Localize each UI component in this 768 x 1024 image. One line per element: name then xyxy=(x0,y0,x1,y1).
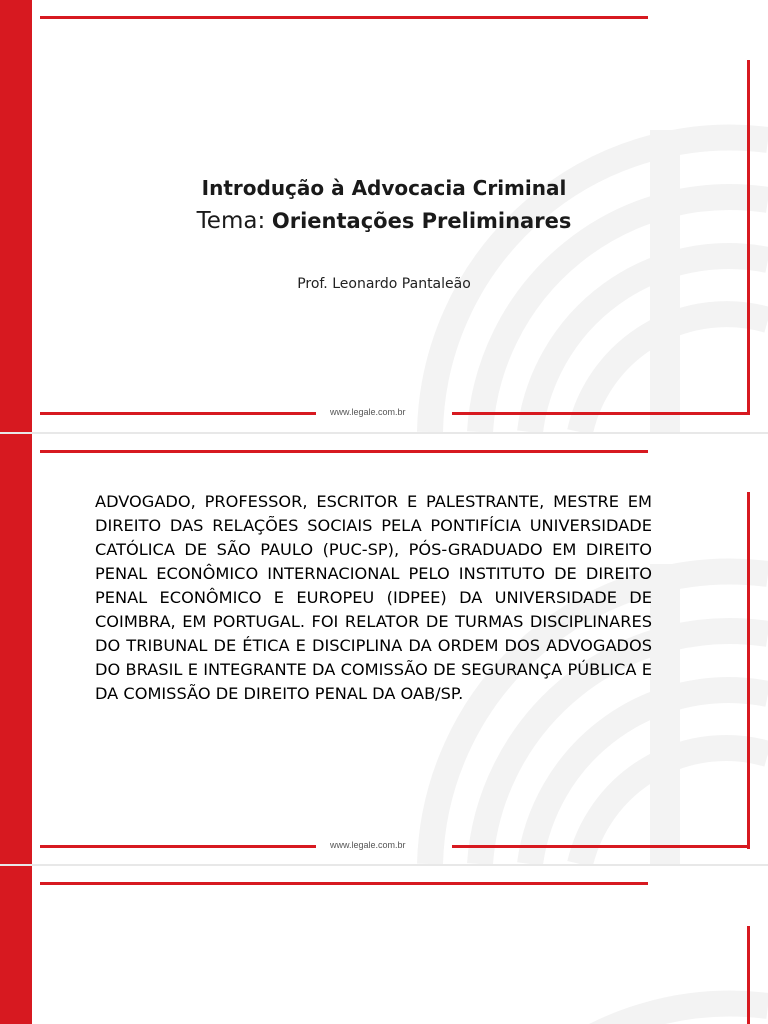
bio-paragraph: ADVOGADO, PROFESSOR, ESCRITOR E PALESTRANTE, MESTRE EM DIREITO DAS RELAÇÕES SOCIAIS PELA PONTIFÍCIA UNIVERSIDADE CATÓLICA DE SÃO PAULO (PUC-SP), PÓS-GRADUADO EM DIREITO PENAL ECONÔMICO INTERNACIONAL PELO INSTITUTO DE DIREITO PENAL ECONÔMICO E EUROPEU (IDPEE) DA UNIVERSIDADE DE COIMBRA, EM PORTUGAL. FOI RELATOR DE TURMAS DISCIPLINARES DO TRIBUNAL DE ÉTICA E DISCIPLINA DA ORDEM DOS ADVOGADOS DO BRASIL E INTEGRANTE DA COMISSÃO DE SEGURANÇA PÚBLICA E DA COMISSÃO DE DIREITO PENAL DA OAB/SP. xyxy=(95,492,652,703)
right-rule xyxy=(747,492,750,849)
bottom-rule-right xyxy=(452,845,750,848)
bottom-rule-left xyxy=(40,845,316,848)
left-red-bar xyxy=(0,866,32,1024)
bottom-rule-right xyxy=(452,412,750,415)
bottom-rule-left xyxy=(40,412,316,415)
top-rule xyxy=(40,882,648,885)
course-title: Introdução à Advocacia Criminal xyxy=(201,176,567,200)
slide-title xyxy=(0,0,768,432)
top-rule xyxy=(40,16,648,19)
slide-bio xyxy=(0,434,768,864)
tema-value: Orientações Preliminares xyxy=(271,209,572,233)
footer-url: www.legale.com.br xyxy=(330,407,406,417)
left-red-bar xyxy=(0,434,32,864)
tema-label: Tema: xyxy=(196,208,266,234)
course-subtitle xyxy=(0,208,768,234)
right-rule xyxy=(747,926,750,1024)
top-rule xyxy=(40,450,648,453)
author-name: Prof. Leonardo Pantaleão xyxy=(297,276,471,292)
slide-next xyxy=(0,866,768,1024)
footer-url: www.legale.com.br xyxy=(330,840,406,850)
watermark-arcs xyxy=(0,866,768,1024)
right-rule xyxy=(747,60,750,415)
